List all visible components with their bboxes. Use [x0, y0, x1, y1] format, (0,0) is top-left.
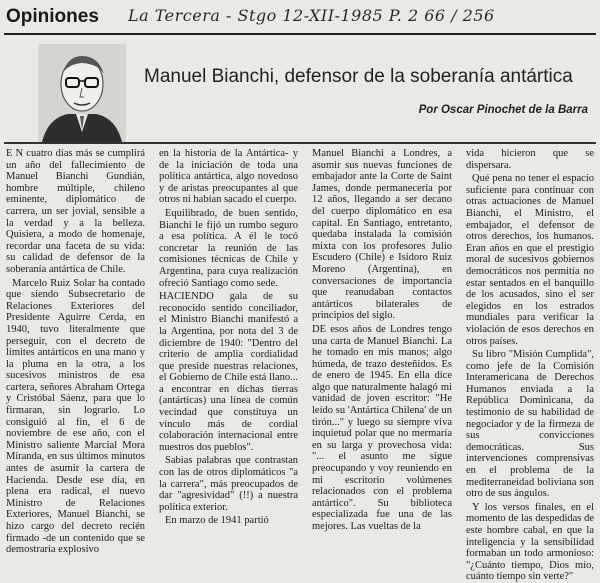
- top-rule: [4, 33, 596, 35]
- byline: Por Oscar Pinochet de la Barra: [418, 104, 588, 116]
- paragraph: vida hicieron que se dispersara.: [466, 148, 594, 171]
- paragraph: DE esos años de Londres tengo una carta de Manuel Bianchi. La he tomado en mis manos; algo húmeda, de trazo desteñidos. Es de enero de 1945. En ella dice algo que naturalmente halagó mi vanidad de joven escritor: "He leído su 'Antártica Chilena' de un tirón..." y luego su siempre viva inquietud polar que no mermaría en su larga y provechosa vida: "... el asunto me sigue preocupando y voy reuniendo en mi escritorio volúmenes relacionados con el problema antártico". Su biblioteca especializada fue una de las mejores. Las vueltas de la: [312, 323, 452, 532]
- section-title: Opiniones: [6, 6, 99, 27]
- paragraph: En marzo de 1941 partió: [165, 515, 269, 527]
- paragraph: Sabias palabras que contrastan con las de otros diplomáticos "a la carrera", más preocupados de dar "agresividad" (!!) a nuestra política exterior.: [159, 455, 298, 513]
- paragraph: en la historia de la Antártica- y de la iniciación de toda una política antártica, algo novedoso y de aristas preocupantes al que otros ni habían sacado el cuerpo.: [159, 148, 298, 206]
- column-2: [159, 148, 298, 540]
- paragraph: HACIENDO gala de su reconocido sentido conciliador, el Ministro Bianchi manifestó a la Argentina, por nota del 3 de diciembre de 1940: "Dentro del criterio de amplia cordialidad que preside nuestras relaciones, el Gobierno de Chile está llano... a encontrar en dichas tierras (antárticas) una línea de común vecindad que constituya un vínculo más de cordial colaboración internacional entre nuestros dos pueblos".: [159, 291, 298, 453]
- paragraph: Y los versos finales, en el momento de las despedidas de este hombre cabal, en que la inteligencia y la sensibilidad formaban un todo armonioso: "¿Cuánto tiempo, Dios mío, cuánto tiempo sin verte?": [466, 501, 594, 583]
- author-portrait: [38, 44, 126, 142]
- portrait-illustration: [38, 44, 126, 142]
- headline: Manuel Bianchi, defensor de la soberanía antártica: [144, 66, 573, 87]
- handwritten-note: La Tercera - Stgo 12-XII-1985 P. 2 66 / 256: [128, 6, 495, 25]
- paragraph: Qué pena no tener el espacio suficiente para continuar con otras actuaciones de Manuel Bianchi, el Ministro, el embajador, el defensor de otros derechos, los humanos. Eran años en que el prestigio moral de sucesivos gobiernos democráticos nos permitía no estar sentados en el banquillo de los acusados, sino el ser elegidos en los estrados mundiales para verificar la violación de esos derechos en otros países.: [466, 173, 594, 347]
- paragraph: Su libro "Misión Cumplida", como jefe de la Comisión Interamericana de Derechos Humanos enviada a la República Dominicana, da testimonio de su habilidad de negociador y de la firmeza de sus convicciones democráticas. Sus intervenciones comprensivas en el problema de la mediterraneidad boliviana son otro de sus ángulos.: [466, 349, 594, 500]
- paragraph: Manuel Bianchi a Londres, a asumir sus nuevas funciones de embajador ante la Corte de Saint James, donde permanecería por 12 años, llegando a ser decano del cuerpo diplomático en esa capital. En Santiago, entretanto, quedaba instalada la comisión mixta con los profesores Julio Escudero (Chile) e Isidoro Ruiz Moreno (Argentina), en conversaciones de importancia que reanudaban contactos antárticos bilaterales de principios del siglo.: [312, 148, 452, 322]
- column-3: [312, 148, 452, 540]
- column-1: [6, 148, 145, 556]
- paragraph: Equilibrado, de buen sentido, Bianchi le fijó un rumbo seguro a esa política. A él le tocó concretar la reunión de las comisiones técnicas de Chile y Argentina, para cuya realización ofreció Santiago como sede.: [159, 207, 298, 289]
- paragraph: Marcelo Ruiz Solar ha contado que siendo Subsecretario de Relaciones Exteriores del Presidente Aguirre Cerda, en 1940, tuvo literalmente que perseguir, con el decreto de límites antárticos en una mano y la pluma en la otra, a los sucesivos ministros de esa cartera, señores Abraham Ortega y Cristóbal Sáenz, para que lo firmaran, sin lograrlo. Lo consiguió al fin, el 6 de noviembre de ese año, con el Ministro saliente Marcial Mora Miranda, en sus últimos minutos antes de asumir la cartera de Hacienda. Desde ese día, en plena era radical, el nuevo Ministro de Relaciones Exteriores, Manuel Bianchi, se hizo cargo del decreto recién firmado -de un contenido que se demostraría explosivo: [6, 277, 145, 556]
- paragraph: E N cuatro días más se cumplirá un año del fallecimiento de Manuel Bianchi Gundián, hombre múltiple, chileno eminente, diplomático de carrera, un ser jovial, sensible a la verdad y a la belleza. Quisiera, a modo de homenaje, recordar una faceta de su vida: su calidad de defensor de la soberanía antártica de Chile.: [6, 148, 145, 275]
- column-4: [466, 148, 594, 583]
- header-rule: [4, 142, 596, 144]
